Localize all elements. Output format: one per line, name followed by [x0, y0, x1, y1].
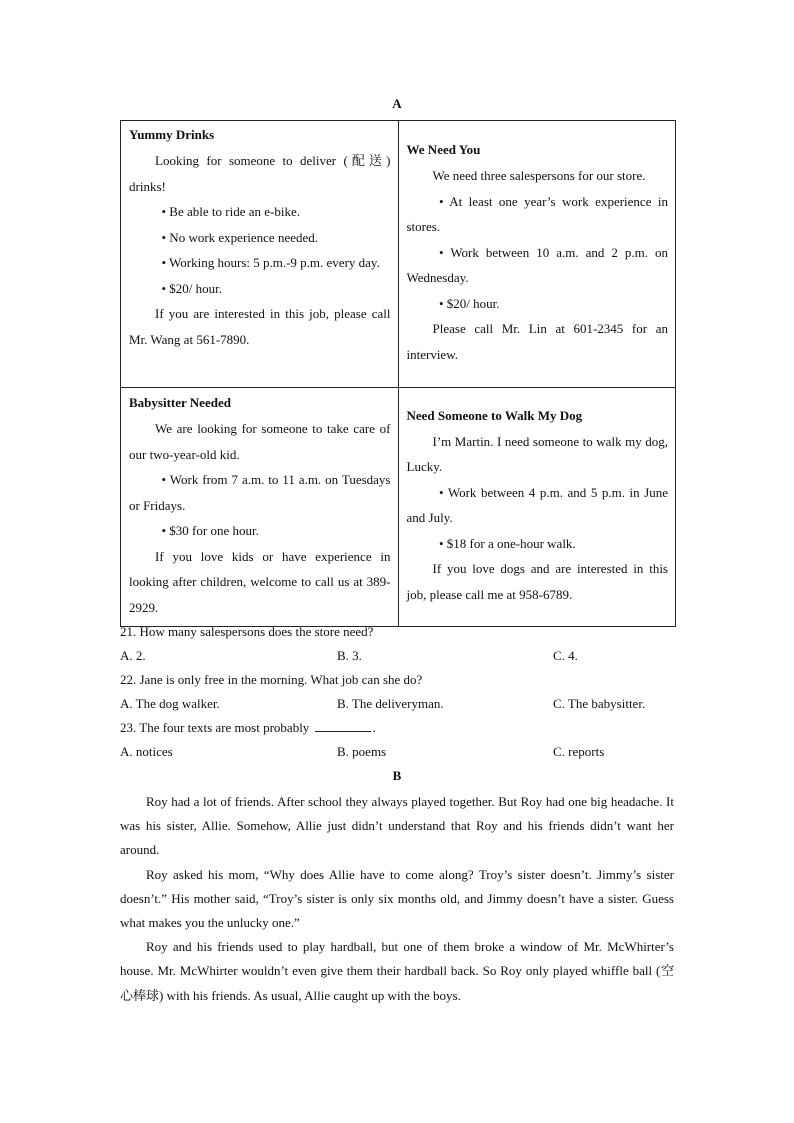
option-21-a: A. 2. — [120, 648, 146, 663]
ad-bullet: • No work experience needed. — [161, 229, 319, 245]
ad-title: We Need You — [406, 142, 481, 157]
option-23-b: B. poems — [337, 744, 387, 759]
ad-intro: We need three salespersons for our store. — [432, 168, 646, 183]
passage-paragraph: Roy asked his mom, “Why does Allie have to come along? Troy’s sister doesn’t. Jimmy’s sister doesn’t.” His mother said, “Troy’s sister is only six months old, and Jimmy doesn’t have a sister. Guess what makes you the unlucky one.” — [120, 866, 674, 931]
ad-outro: Please call Mr. Lin at 601-2345 for an interview. — [406, 321, 668, 362]
ad-bullet: • At least one year’s work experience in stores. — [406, 193, 668, 234]
option-21-b: B. 3. — [337, 648, 362, 663]
ad-intro: I’m Martin. I need someone to walk my dog, Lucky. — [406, 433, 668, 475]
option-23-c: C. reports — [553, 744, 605, 759]
option-22-a: A. The dog walker. — [120, 696, 220, 711]
section-a-title: A — [392, 96, 402, 111]
ad-bullet: • $30 for one hour. — [161, 523, 259, 538]
ad-bullet: • Work between 10 a.m. and 2 p.m. on Wednesday. — [406, 244, 668, 285]
question-23-stem: 23. The four texts are most probably — [120, 720, 310, 735]
ad-intro: We are looking for someone to take care of our two-year-old kid. — [129, 421, 391, 462]
ad-bullet: • Working hours: 5 p.m.-9 p.m. every day. — [161, 255, 380, 270]
question-21: 21. How many salespersons does the store need? — [120, 624, 374, 639]
ad-bullet: • $20/ hour. — [439, 295, 500, 311]
ad-walk-my-dog — [398, 388, 676, 627]
option-22-c: C. The babysitter. — [553, 696, 646, 711]
ad-outro: If you love dogs and are interested in this job, please call me at 958-6789. — [406, 561, 668, 602]
ad-title: Babysitter Needed — [129, 395, 231, 410]
ad-bullet: • Be able to ride an e-bike. — [161, 204, 300, 219]
ad-babysitter-needed — [121, 388, 399, 627]
question-23-end: . — [372, 720, 376, 735]
ad-outro: If you are interested in this job, please call Mr. Wang at 561-7890. — [129, 306, 391, 347]
ad-bullet: • Work from 7 a.m. to 11 a.m. on Tuesdays or Fridays. — [129, 472, 391, 513]
option-23-a: A. notices — [120, 744, 173, 759]
ad-yummy-drinks — [121, 121, 399, 388]
question-23 — [120, 719, 376, 737]
question-22: 22. Jane is only free in the morning. What job can she do? — [120, 672, 423, 687]
job-ads-table — [120, 120, 676, 627]
ad-we-need-you — [398, 121, 676, 388]
ad-bullet: • $18 for a one-hour walk. — [439, 535, 576, 551]
ad-bullet: • $20/ hour. — [161, 280, 223, 296]
ad-title: Need Someone to Walk My Dog — [406, 407, 583, 423]
section-b-title: B — [392, 768, 402, 783]
option-21-c: C. 4. — [553, 648, 578, 663]
answer-blank — [315, 719, 371, 732]
passage-paragraph: Roy and his friends used to play hardball, but one of them broke a window of Mr. McWhirter’s house. Mr. McWhirter wouldn’t even give them their hardball back. So Roy only played whiffle ball (空心棒球) with his friends. As usual, Allie caught up with the boys. — [120, 939, 674, 1003]
ad-outro: If you love kids or have experience in looking after children, welcome to call us at 389-2929. — [129, 548, 391, 615]
ad-bullet: • Work between 4 p.m. and 5 p.m. in June and July. — [406, 484, 668, 526]
ad-title: Yummy Drinks — [129, 127, 215, 142]
passage-paragraph: Roy had a lot of friends. After school they always played together. But Roy had one big headache. It was his sister, Allie. Somehow, Allie just didn’t understand that Roy and his friends didn’t want her around. — [120, 794, 674, 858]
ad-intro: Looking for someone to deliver (配送) drinks! — [129, 153, 391, 194]
passage-b — [120, 790, 674, 1008]
option-22-b: B. The deliveryman. — [337, 696, 444, 711]
